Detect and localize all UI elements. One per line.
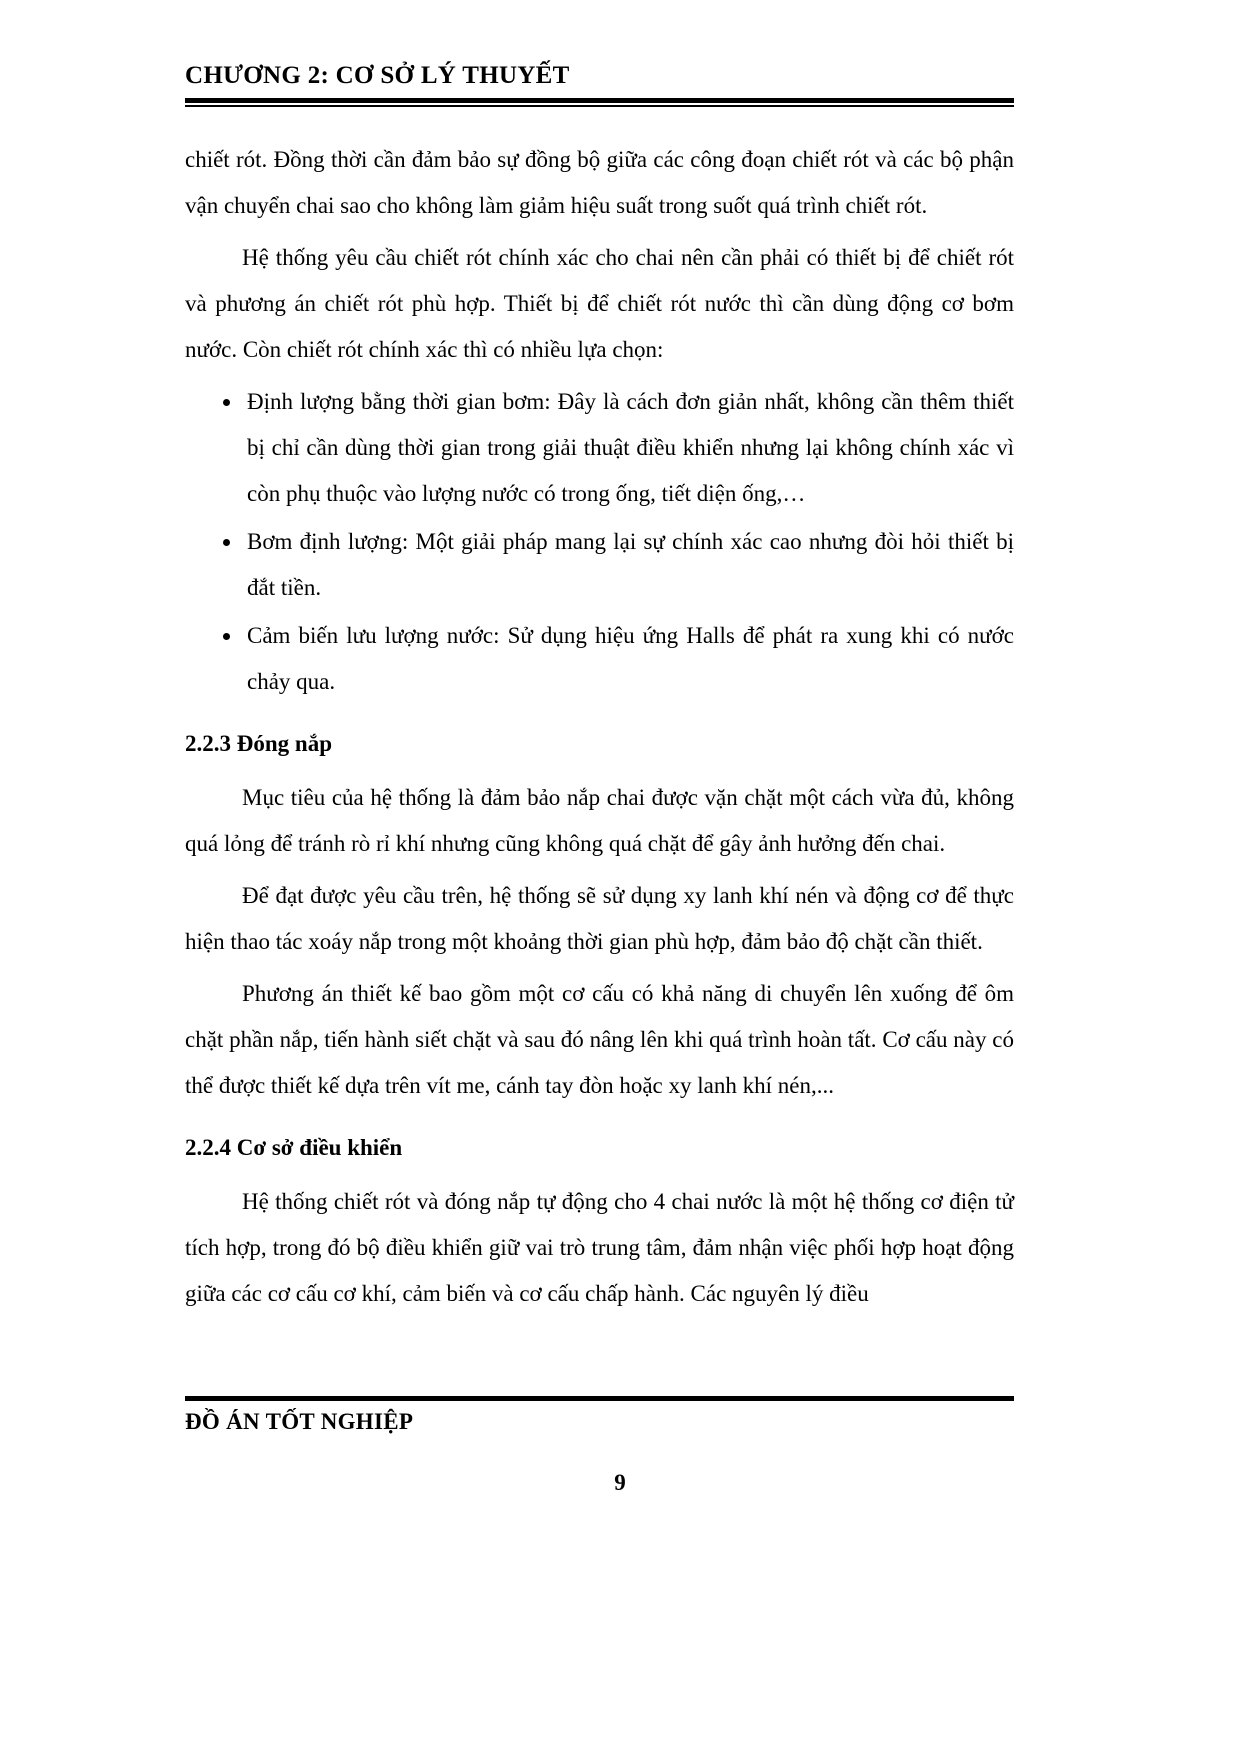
header-rule-thick	[185, 98, 1014, 103]
chapter-heading: CHƯƠNG 2: CƠ SỞ LÝ THUYẾT	[185, 62, 570, 89]
footer-rule	[185, 1396, 1014, 1401]
section-heading-223: 2.2.3 Đóng nắp	[185, 731, 332, 756]
bullet-item: • Cảm biến lưu lượng nước: Sử dụng hiệu ứng Halls để phát ra xung khi có nước chảy qua.	[243, 613, 1014, 705]
page-number: 9	[614, 1470, 626, 1495]
page-header	[185, 62, 1014, 107]
paragraph: Mục tiêu của hệ thống là đảm bảo nắp chai được vặn chặt một cách vừa đủ, không quá lỏng để tránh rò rỉ khí nhưng cũng không quá chặt để gây ảnh hưởng đến chai.	[185, 785, 1014, 856]
bullet-list	[185, 379, 1014, 705]
page-footer	[185, 1396, 1014, 1435]
paragraph: Hệ thống yêu cầu chiết rót chính xác cho chai nên cần phải có thiết bị để chiết rót và phương án chiết rót phù hợp. Thiết bị để chiết rót nước thì cần dùng động cơ bơm nước. Còn chiết rót chính xác thì có nhiều lựa chọn:	[185, 245, 1014, 362]
header-rule-thin	[185, 105, 1014, 107]
footer-label: ĐỒ ÁN TỐT NGHIỆP	[185, 1409, 414, 1434]
bullet-item: • Định lượng bằng thời gian bơm: Đây là cách đơn giản nhất, không cần thêm thiết bị chỉ cần dùng thời gian trong giải thuật điều khiển nhưng lại không chính xác vì còn phụ thuộc vào lượng nước có trong ống, tiết diện ống,…	[243, 379, 1014, 517]
section-heading-224: 2.2.4 Cơ sở điều khiển	[185, 1135, 403, 1160]
paragraph: Để đạt được yêu cầu trên, hệ thống sẽ sử dụng xy lanh khí nén và động cơ để thực hiện thao tác xoáy nắp trong một khoảng thời gian phù hợp, đảm bảo độ chặt cần thiết.	[185, 883, 1014, 954]
document-body	[185, 137, 1014, 1317]
paragraph: Hệ thống chiết rót và đóng nắp tự động cho 4 chai nước là một hệ thống cơ điện tử tích hợp, trong đó bộ điều khiển giữ vai trò trung tâm, đảm nhận việc phối hợp hoạt động giữa các cơ cấu cơ khí, cảm biến và cơ cấu chấp hành. Các nguyên lý điều	[185, 1189, 1014, 1306]
paragraph: Phương án thiết kế bao gồm một cơ cấu có khả năng di chuyển lên xuống để ôm chặt phần nắp, tiến hành siết chặt và sau đó nâng lên khi quá trình hoàn tất. Cơ cấu này có thể được thiết kế dựa trên vít me, cánh tay đòn hoặc xy lanh khí nén,...	[185, 981, 1014, 1098]
paragraph-continuation: chiết rót. Đồng thời cần đảm bảo sự đồng bộ giữa các công đoạn chiết rót và các bộ phận vận chuyển chai sao cho không làm giảm hiệu suất trong suốt quá trình chiết rót.	[185, 147, 1014, 218]
bullet-item: • Bơm định lượng: Một giải pháp mang lại sự chính xác cao nhưng đòi hỏi thiết bị đắt tiền.	[243, 519, 1014, 611]
